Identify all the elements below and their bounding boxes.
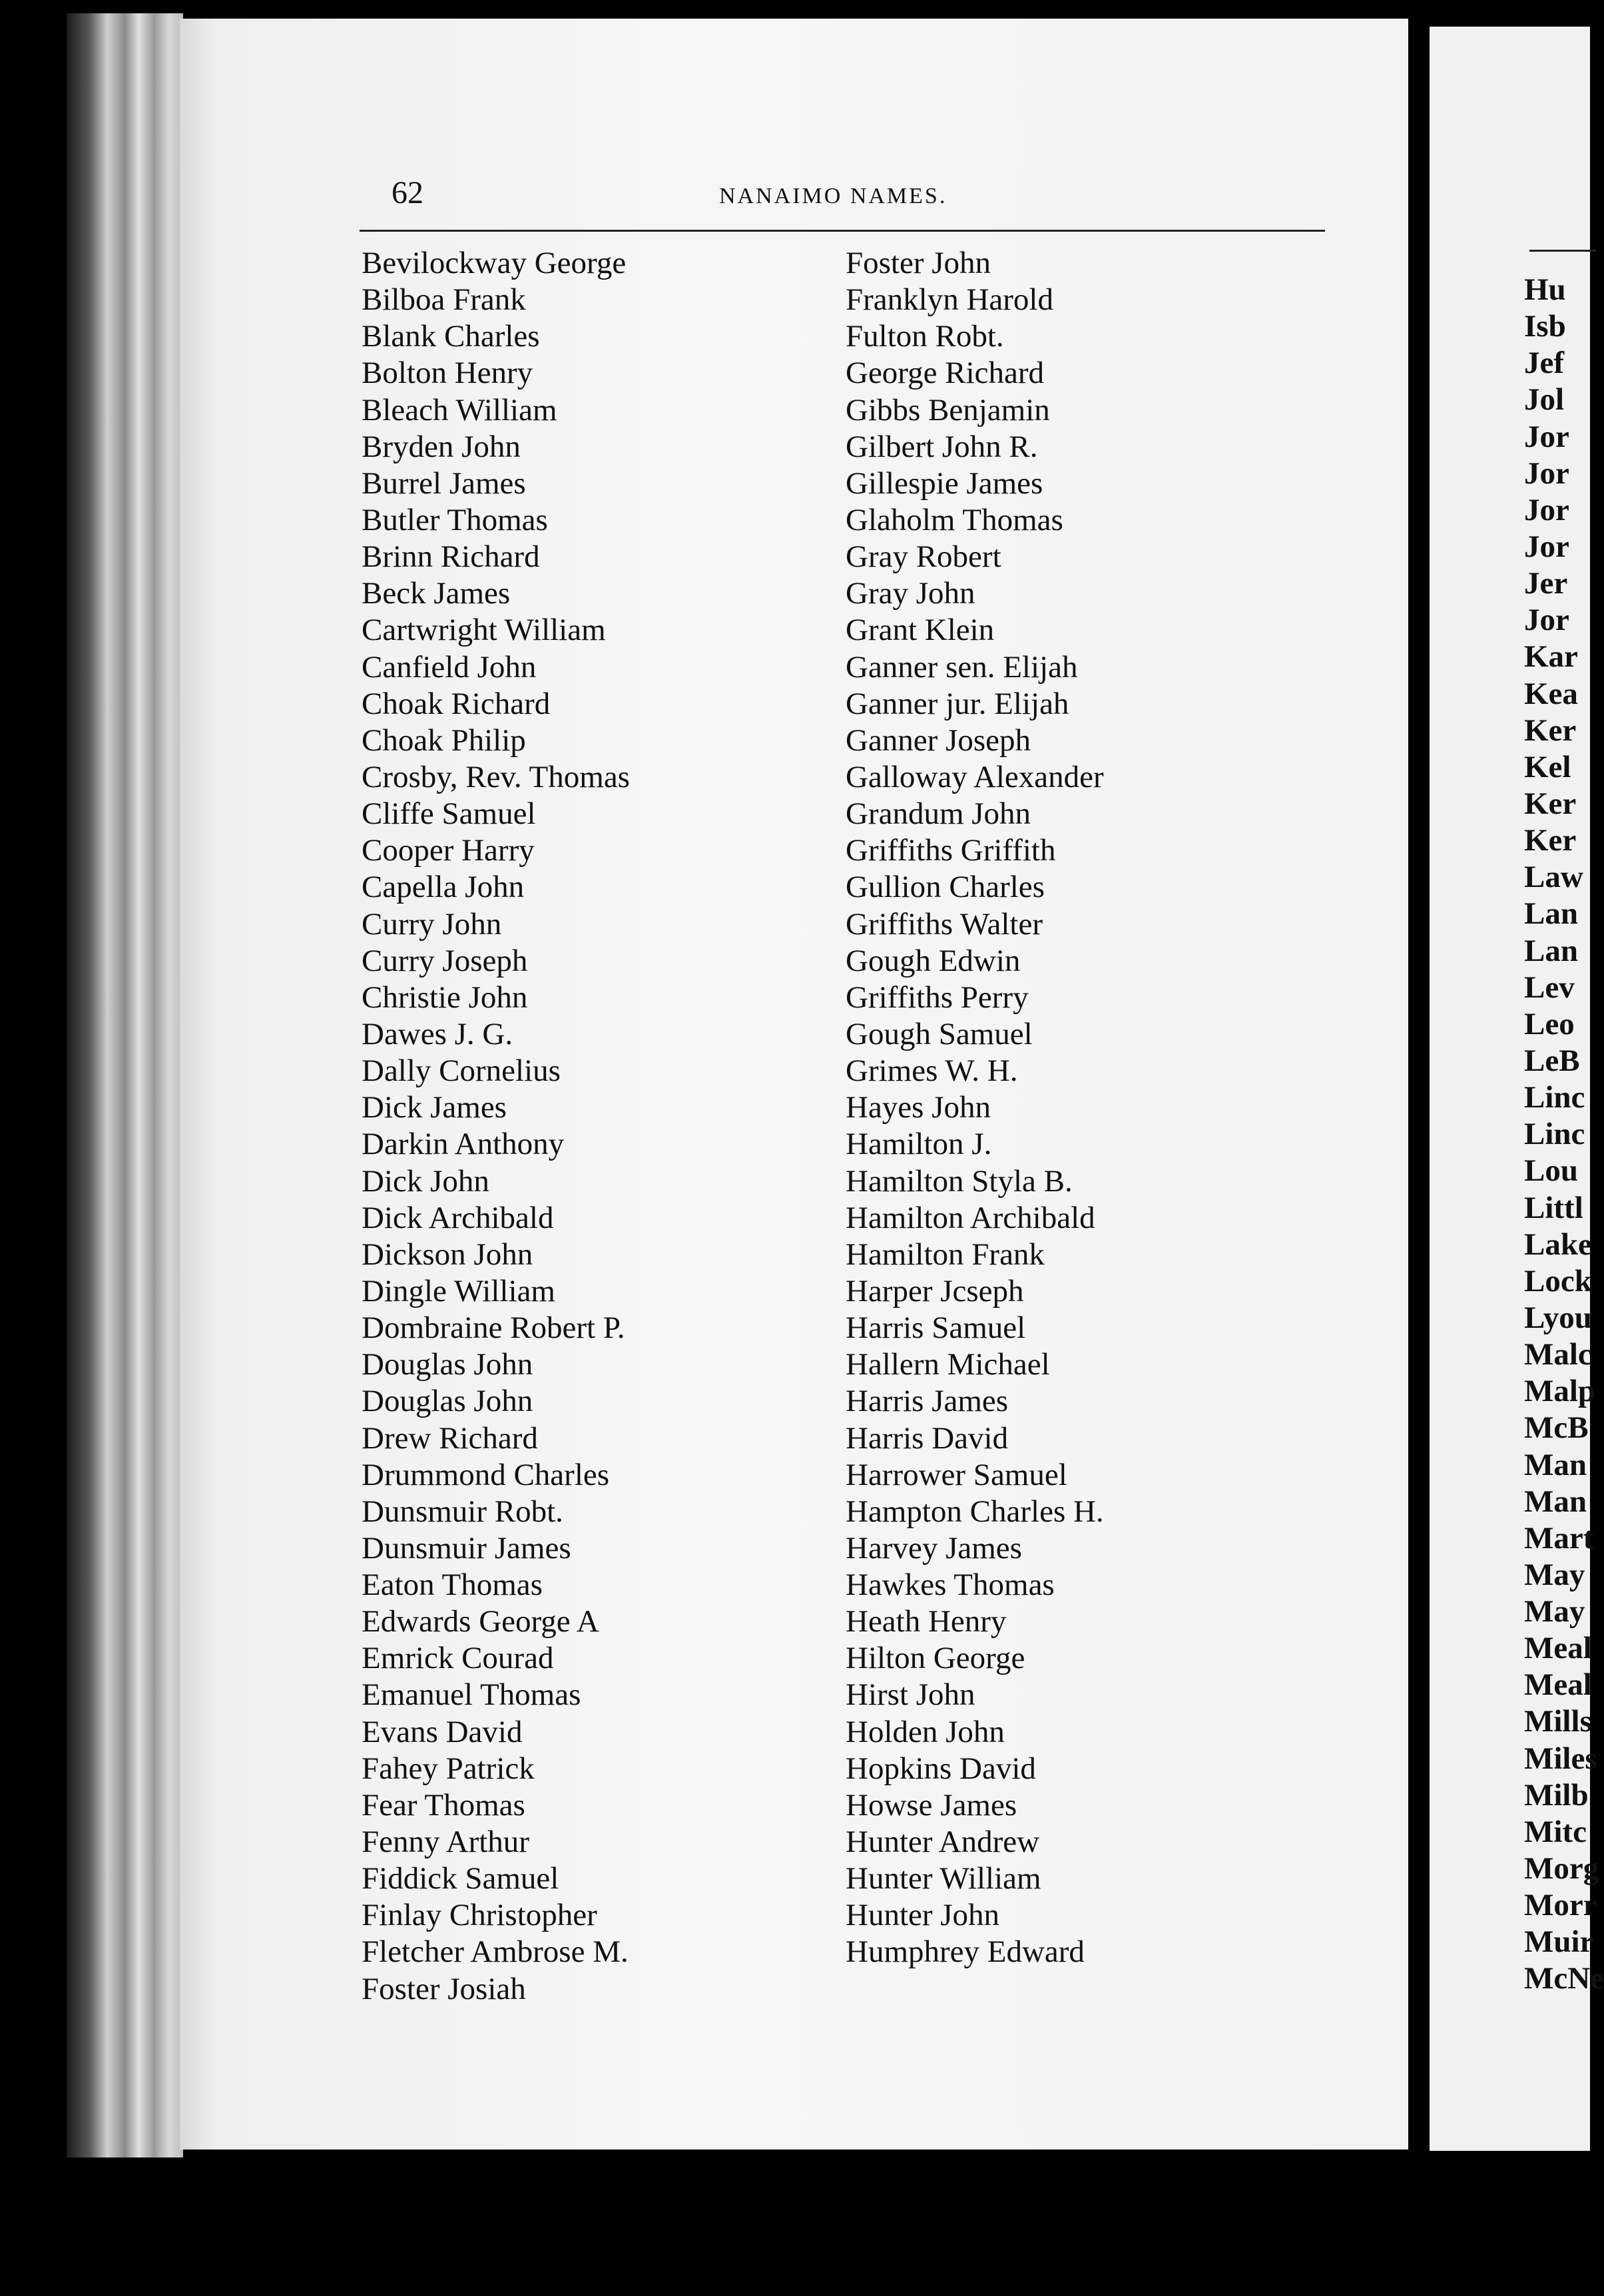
name-entry: Blank Charles bbox=[362, 319, 540, 354]
name-entry: LeB bbox=[1524, 1043, 1580, 1078]
name-entry: Canfield John bbox=[362, 649, 537, 685]
name-entry: Beck James bbox=[362, 576, 511, 611]
name-entry: Lyou bbox=[1524, 1300, 1592, 1335]
name-entry: Harrower Samuel bbox=[846, 1457, 1067, 1492]
name-entry: Grant Klein bbox=[846, 613, 995, 648]
name-entry: Cliffe Samuel bbox=[362, 796, 536, 832]
name-entry: Dickson John bbox=[362, 1237, 533, 1272]
name-entry: Gray Robert bbox=[846, 539, 1001, 575]
name-entry: Hilton George bbox=[846, 1641, 1025, 1676]
name-entry: Bleach William bbox=[362, 392, 557, 428]
name-entry: Jor bbox=[1524, 529, 1569, 564]
name-entry: Burrel James bbox=[362, 465, 526, 501]
name-entry: Jef bbox=[1524, 346, 1565, 381]
name-entry: Galloway Alexander bbox=[846, 759, 1104, 794]
name-entry: Gilbert John R. bbox=[846, 429, 1038, 464]
name-entry: Jor bbox=[1524, 603, 1569, 638]
name-entry: George Richard bbox=[846, 356, 1044, 391]
name-entry: Heath Henry bbox=[846, 1604, 1007, 1639]
name-entry: Meal bbox=[1524, 1631, 1592, 1666]
name-entry: Dingle William bbox=[362, 1273, 555, 1308]
name-entry: Harper Jcseph bbox=[846, 1273, 1024, 1308]
name-entry: Mitc bbox=[1524, 1814, 1587, 1849]
name-entry: Douglas John bbox=[362, 1347, 533, 1382]
name-entry: Grimes W. H. bbox=[846, 1053, 1018, 1089]
running-title: NANAIMO NAMES. bbox=[719, 184, 947, 208]
name-entry: Kea bbox=[1524, 676, 1578, 711]
facing-page-partial bbox=[1430, 27, 1604, 2151]
book-spine-edge bbox=[67, 13, 183, 2157]
name-entry: Hunter Andrew bbox=[846, 1825, 1040, 1860]
page-header bbox=[360, 174, 1325, 221]
name-entry: Hamilton Frank bbox=[846, 1237, 1045, 1272]
name-entry: Kel bbox=[1524, 749, 1571, 784]
name-entry: Jol bbox=[1524, 382, 1565, 418]
name-entry: Bryden John bbox=[362, 429, 521, 464]
name-entry: Malc bbox=[1524, 1337, 1592, 1372]
name-entry: Jor bbox=[1524, 419, 1569, 454]
name-entry: Bolton Henry bbox=[362, 356, 533, 391]
name-entry: Glaholm Thomas bbox=[846, 502, 1063, 537]
name-entry: Mills bbox=[1524, 1704, 1592, 1739]
name-entry: Harris Samuel bbox=[846, 1310, 1026, 1346]
name-entry: Choak Richard bbox=[362, 686, 551, 721]
name-entry: Douglas John bbox=[362, 1384, 533, 1419]
name-entry: Finlay Christopher bbox=[362, 1898, 597, 1933]
name-entry: Harvey James bbox=[846, 1530, 1022, 1566]
name-entry: Christie John bbox=[362, 980, 528, 1015]
name-entry: Jer bbox=[1524, 566, 1568, 601]
name-entry: Jor bbox=[1524, 492, 1569, 527]
name-entry: Lock bbox=[1524, 1263, 1592, 1298]
name-entry: Lake bbox=[1524, 1227, 1592, 1262]
name-entry: Gibbs Benjamin bbox=[846, 392, 1050, 428]
name-entry: Edwards George A bbox=[362, 1604, 599, 1639]
name-entry: Lan bbox=[1524, 896, 1578, 932]
name-entry: Lev bbox=[1524, 970, 1575, 1005]
name-entry: Foster John bbox=[846, 246, 991, 280]
name-entry: Dunsmuir James bbox=[362, 1530, 571, 1566]
name-entry: Darkin Anthony bbox=[362, 1127, 565, 1162]
name-entry: Foster Josiah bbox=[362, 1971, 526, 2006]
name-entry: Linc bbox=[1524, 1080, 1585, 1115]
name-entry: Fiddick Samuel bbox=[362, 1861, 559, 1896]
name-entry: Humphrey Edward bbox=[846, 1934, 1085, 1970]
name-entry: Curry Joseph bbox=[362, 943, 528, 978]
name-entry: Fletcher Ambrose M. bbox=[362, 1934, 629, 1970]
names-column-right-partial bbox=[1430, 272, 1604, 1998]
name-entry: Dally Cornelius bbox=[362, 1053, 561, 1089]
name-entry: Brinn Richard bbox=[362, 539, 540, 575]
name-entry: Miles bbox=[1524, 1741, 1597, 1776]
name-entry: Gullion Charles bbox=[846, 870, 1045, 905]
name-entry: Hopkins David bbox=[846, 1751, 1036, 1786]
names-column-middle bbox=[846, 245, 1104, 1971]
name-entry: Ker bbox=[1524, 713, 1577, 748]
name-entry: Harris David bbox=[846, 1420, 1009, 1456]
name-entry: Choak Philip bbox=[362, 722, 526, 758]
name-entry: Isb bbox=[1524, 309, 1566, 344]
name-entry: Dunsmuir Robt. bbox=[362, 1494, 563, 1529]
name-entry: Cooper Harry bbox=[362, 833, 535, 868]
name-entry: Drew Richard bbox=[362, 1420, 538, 1456]
name-entry: Crosby, Rev. Thomas bbox=[362, 759, 630, 794]
name-entry: Griffiths Walter bbox=[846, 906, 1043, 942]
name-entry: Curry John bbox=[362, 906, 502, 942]
name-entry: Hamilton Styla B. bbox=[846, 1163, 1073, 1199]
name-entry: Dick Archibald bbox=[362, 1200, 554, 1235]
name-entry: Hunter John bbox=[846, 1898, 1000, 1933]
name-entry: May bbox=[1524, 1594, 1585, 1629]
name-entry: Dick James bbox=[362, 1090, 507, 1125]
name-entry: Hu bbox=[1524, 272, 1566, 307]
name-entry: Dawes J. G. bbox=[362, 1016, 513, 1051]
name-entry: Hampton Charles H. bbox=[846, 1494, 1104, 1529]
name-entry: Lou bbox=[1524, 1153, 1578, 1189]
name-entry: Gough Edwin bbox=[846, 943, 1021, 978]
name-entry: Emrick Courad bbox=[362, 1641, 554, 1676]
name-entry: Drummond Charles bbox=[362, 1457, 610, 1492]
name-entry: Morr bbox=[1524, 1888, 1597, 1923]
name-entry: Jor bbox=[1524, 455, 1569, 491]
name-entry: Man bbox=[1524, 1447, 1587, 1482]
name-entry: Harris James bbox=[846, 1384, 1009, 1419]
name-entry: Hallern Michael bbox=[846, 1347, 1050, 1382]
name-entry: Hamilton J. bbox=[846, 1127, 992, 1162]
page-number: 62 bbox=[392, 175, 423, 210]
name-entry: Evans David bbox=[362, 1714, 523, 1749]
name-entry: Mart bbox=[1524, 1520, 1594, 1556]
header-rule bbox=[360, 230, 1325, 232]
name-entry: Fenny Arthur bbox=[362, 1825, 529, 1860]
name-entry: Dombraine Robert P. bbox=[362, 1310, 625, 1346]
name-entry: Milb bbox=[1524, 1777, 1589, 1813]
name-entry: Gillespie James bbox=[846, 465, 1043, 501]
name-entry: Franklyn Harold bbox=[846, 282, 1053, 318]
name-entry: Dick John bbox=[362, 1163, 489, 1199]
name-entry: Muir bbox=[1524, 1924, 1594, 1960]
name-entry: Hayes John bbox=[846, 1090, 991, 1125]
page-gutter bbox=[1408, 19, 1430, 2150]
name-entry: Law bbox=[1524, 860, 1583, 895]
name-entry: Holden John bbox=[846, 1714, 1005, 1749]
names-column-left bbox=[362, 245, 630, 2008]
name-entry: Griffiths Griffith bbox=[846, 833, 1056, 868]
name-entry: Butler Thomas bbox=[362, 502, 548, 537]
name-entry: Fahey Patrick bbox=[362, 1751, 535, 1786]
name-entry: Lan bbox=[1524, 933, 1578, 968]
name-entry: Linc bbox=[1524, 1117, 1585, 1152]
name-entry: Grandum John bbox=[846, 796, 1031, 832]
name-entry: Morg bbox=[1524, 1851, 1599, 1886]
name-entry: Emanuel Thomas bbox=[362, 1677, 581, 1713]
name-entry: Eaton Thomas bbox=[362, 1568, 543, 1603]
name-entry: Bilboa Frank bbox=[362, 282, 526, 318]
name-entry: Cartwright William bbox=[362, 613, 606, 648]
name-entry: Hirst John bbox=[846, 1677, 975, 1713]
name-entry: Fear Thomas bbox=[362, 1787, 525, 1823]
name-entry: Fulton Robt. bbox=[846, 319, 1004, 354]
name-entry: McB bbox=[1524, 1410, 1589, 1446]
name-entry: Man bbox=[1524, 1484, 1587, 1519]
name-entry: Hunter William bbox=[846, 1861, 1041, 1896]
name-entry: Malp bbox=[1524, 1374, 1596, 1409]
name-entry: Hawkes Thomas bbox=[846, 1568, 1055, 1603]
name-entry: Leo bbox=[1524, 1006, 1575, 1041]
facing-page-header-rule bbox=[1529, 250, 1596, 252]
name-entry: Howse James bbox=[846, 1787, 1017, 1823]
name-entry: Ganner sen. Elijah bbox=[846, 649, 1078, 685]
name-entry: Littl bbox=[1524, 1190, 1583, 1225]
name-entry: Ker bbox=[1524, 786, 1577, 821]
name-entry: Capella John bbox=[362, 870, 525, 905]
name-entry: Ker bbox=[1524, 823, 1577, 858]
name-entry: May bbox=[1524, 1557, 1585, 1592]
name-entry: Ganner Joseph bbox=[846, 722, 1031, 758]
name-entry: Gough Samuel bbox=[846, 1016, 1033, 1051]
name-entry: Bevilockway George bbox=[362, 246, 627, 280]
name-entry: Ganner jur. Elijah bbox=[846, 686, 1069, 721]
name-entry: Meal bbox=[1524, 1667, 1592, 1703]
name-entry: Hamilton Archibald bbox=[846, 1200, 1095, 1235]
name-entry: McNe bbox=[1524, 1961, 1604, 1996]
name-entry: Kar bbox=[1524, 639, 1578, 675]
name-entry: Gray John bbox=[846, 576, 975, 611]
name-entry: Griffiths Perry bbox=[846, 980, 1029, 1015]
